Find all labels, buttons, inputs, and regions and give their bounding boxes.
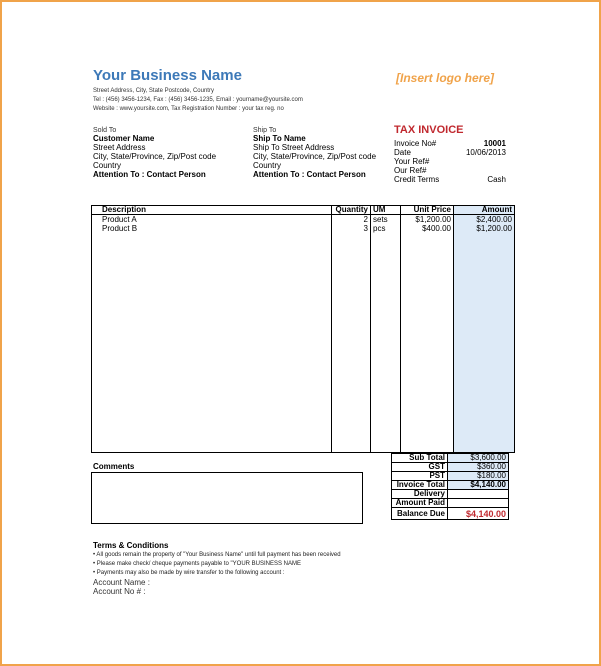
items-header-row: [92, 206, 515, 215]
totals-row: [392, 499, 509, 508]
sold-to-name: Customer Name: [93, 134, 155, 143]
comments-label: Comments: [93, 462, 135, 471]
ship-to-attention: Attention To : Contact Person: [253, 170, 366, 179]
sold-to-block: [93, 127, 216, 179]
invoice-row: [394, 148, 506, 157]
terms-block: [93, 541, 341, 596]
item-amount: $1,200.00: [476, 224, 512, 233]
subtotal-value: $3,600.00: [448, 454, 509, 463]
items-table: [91, 205, 515, 453]
terms-line: • All goods remain the property of "Your Business Name" until full payment has been received: [93, 552, 341, 558]
header-quantity: Quantity: [332, 206, 371, 215]
ship-to-street: Ship To Street Address: [253, 143, 335, 152]
business-address: Street Address, City, State Postcode, Country: [93, 88, 214, 94]
sold-to-label: Sold To: [93, 127, 117, 134]
item-unit-price: $400.00: [422, 224, 451, 233]
invoice-row: [394, 139, 506, 148]
sold-to-street: Street Address: [93, 143, 146, 152]
pst-value: $180.00: [448, 472, 509, 481]
terms-title: Terms & Conditions: [93, 541, 169, 550]
item-quantity: 2: [363, 215, 368, 224]
item-amount: $2,400.00: [476, 215, 512, 224]
gst-label: GST: [392, 463, 448, 472]
header-unit-price: Unit Price: [401, 206, 454, 215]
balance-due-label: Balance Due: [392, 508, 448, 520]
business-web: Website : www.yoursite.com, Tax Registration Number : your tax reg. no: [93, 106, 284, 112]
invoice-date-label: Date: [394, 148, 411, 157]
invoice-date-value: 10/06/2013: [465, 148, 506, 157]
invoice-row: [394, 166, 506, 175]
item-description: Product B: [102, 224, 138, 233]
your-ref-label: Your Ref#: [394, 157, 430, 166]
delivery-label: Delivery: [392, 490, 448, 499]
comments-box[interactable]: [91, 472, 363, 524]
totals-row: [392, 481, 509, 490]
amount-paid-label: Amount Paid: [392, 499, 448, 508]
terms-line: • Please make check/ cheque payments payable to "YOUR BUSINESS NAME: [93, 561, 301, 567]
logo-placeholder: [Insert logo here]: [396, 71, 495, 85]
ship-to-country: Country: [253, 161, 282, 170]
invoice-row: [394, 175, 506, 184]
ship-to-city: City, State/Province, Zip/Post code: [253, 152, 377, 161]
item-um: sets: [373, 215, 388, 224]
credit-terms-label: Credit Terms: [394, 175, 440, 184]
invoice-row: [394, 157, 506, 166]
item-description: Product A: [102, 215, 137, 224]
ship-to-block: [253, 127, 376, 179]
header-amount: Amount: [454, 206, 515, 215]
credit-terms-value: Cash: [487, 175, 506, 184]
unit-price-column: [401, 215, 454, 453]
um-column: [371, 215, 401, 453]
subtotal-label: Sub Total: [392, 454, 448, 463]
quantity-column: [332, 215, 371, 453]
item-unit-price: $1,200.00: [415, 215, 451, 224]
totals-table: [391, 453, 509, 520]
account-name: Account Name :: [93, 578, 150, 587]
sold-to-country: Country: [93, 161, 122, 170]
ship-to-name: Ship To Name: [253, 134, 306, 143]
totals-row: [392, 508, 509, 520]
business-name: Your Business Name: [93, 67, 242, 84]
item-quantity: 3: [363, 224, 368, 233]
sold-to-city: City, State/Province, Zip/Post code: [93, 152, 217, 161]
invoice-info: [394, 139, 506, 184]
ship-to-label: Ship To: [253, 127, 277, 134]
balance-due-value: $4,140.00: [448, 508, 509, 520]
sold-to-attention: Attention To : Contact Person: [93, 170, 206, 179]
delivery-value: [448, 490, 509, 499]
amount-paid-value: [448, 499, 509, 508]
invoice-total-label: Invoice Total: [392, 481, 448, 490]
invoice-number-value: 10001: [483, 139, 506, 148]
our-ref-label: Our Ref#: [394, 166, 427, 175]
items-body: [92, 215, 515, 453]
pst-label: PST: [392, 472, 448, 481]
account-number: Account No # :: [93, 587, 146, 596]
item-um: pcs: [373, 224, 386, 233]
gst-value: $360.00: [448, 463, 509, 472]
business-contact: Tel : (456) 3456-1234, Fax : (456) 3456-1235, Email : yourname@yoursite.com: [93, 97, 303, 103]
invoice-title: TAX INVOICE: [394, 124, 464, 136]
description-column: [92, 215, 332, 453]
amount-column: [454, 215, 515, 453]
header-description: Description: [92, 206, 332, 215]
invoice-number-label: Invoice No#: [394, 139, 437, 148]
invoice-total-value: $4,140.00: [448, 481, 509, 490]
header-um: UM: [371, 206, 401, 215]
terms-line: • Payments may also be made by wire transfer to the following account :: [93, 570, 285, 576]
